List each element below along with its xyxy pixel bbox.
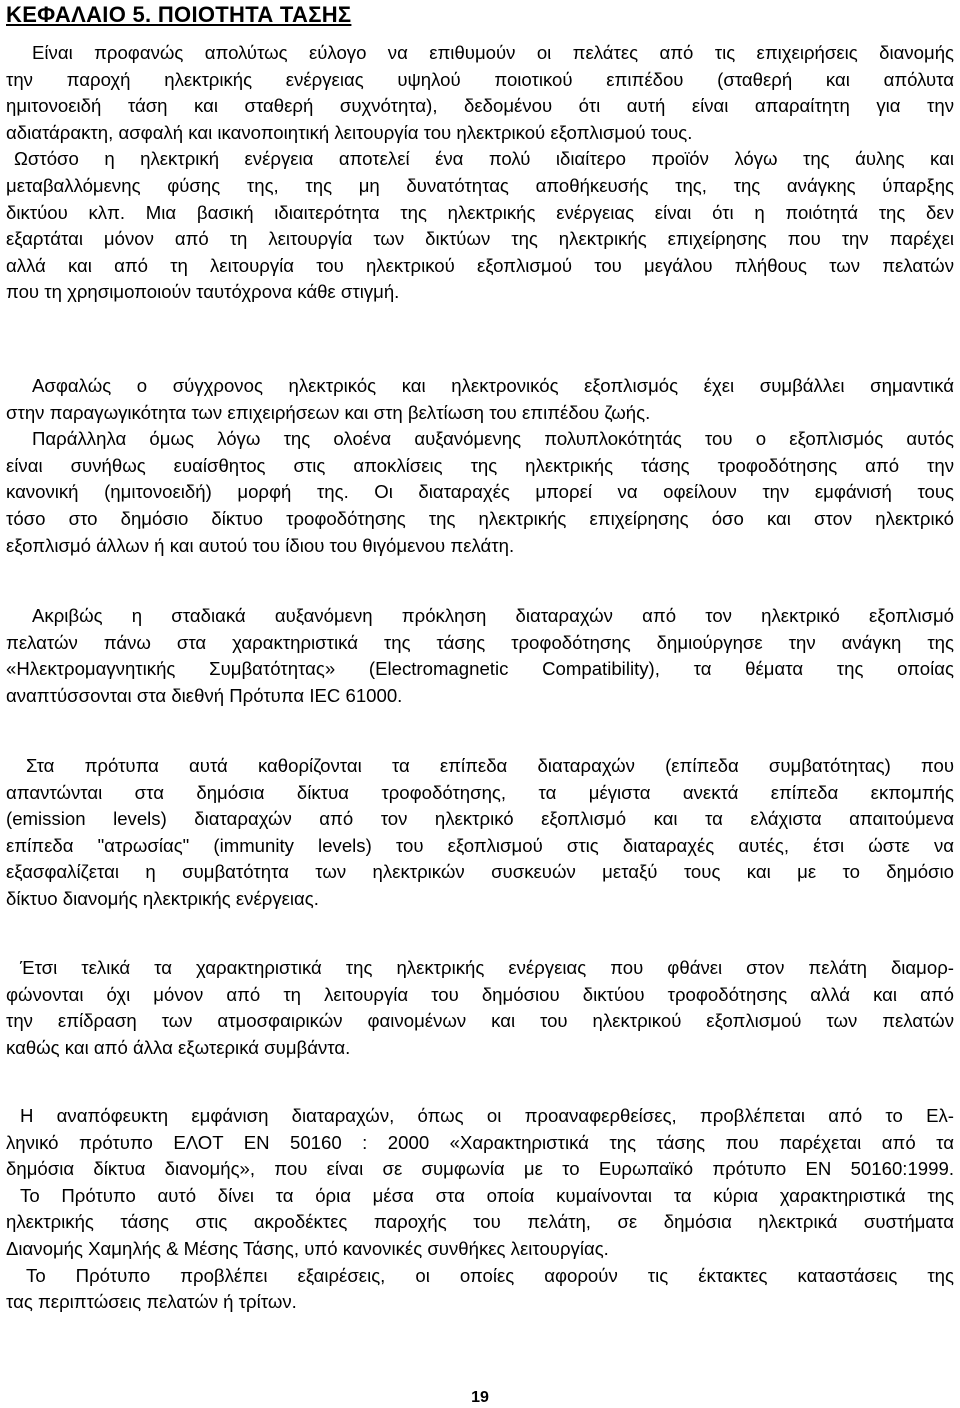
chapter-title: ΚΕΦΑΛΑΙΟ 5. ΠΟΙΟΤΗΤΑ ΤΑΣΗΣ [6,2,352,27]
paragraph-4 [6,753,954,913]
paragraph-3 [6,603,954,709]
text-line: (emission levels) διαταραχών από τον ηλεκτρικό εξοπλισμό και τα ελάχιστα απαιτούμενα [6,808,954,830]
text-line: απαντώνται στα δημόσια δίκτυα τροφοδότησης, τα μέγιστα ανεκτά επίπεδα εκπομπής [6,781,954,803]
text-line: μεταβαλλόμενης φύσης της, της μη δυνατότητας αποθήκευσής της, της ανάγκης ύπαρξης [6,174,954,196]
paragraph-6 [6,1103,954,1316]
text-line: είναι συνήθως ευαίσθητος στις αποκλίσεις της ηλεκτρικής τάσης τροφοδότησης από την [6,454,954,476]
text-line: Ασφαλώς ο σύγχρονος ηλεκτρικός και ηλεκτρονικός εξοπλισμός έχει συμβάλλει σημαντικά [32,375,954,396]
text-line: Είναι προφανώς απολύτως εύλογο να επιθυμούν οι πελάτες από τις επιχειρήσεις διανομής [32,42,954,63]
text-line: Ωστόσο η ηλεκτρική ενέργεια αποτελεί ένα πολύ ιδιαίτερο προϊόν λόγω της άυλης και [14,148,954,170]
text-line: επίπεδα "ατρωσίας" (immunity levels) του εξοπλισμού στις διαταραχές αυτές, έτσι ώστε να [6,834,954,856]
text-line: που τη χρησιμοποιούν ταυτόχρονα κάθε στιγμή. [6,281,400,303]
text-line: ηλεκτρικής τάσης στις ακροδέκτες παροχής του πελάτη, σε δημόσια ηλεκτρικά συστήματα [6,1211,954,1233]
text-line: εξαρτάται μόνον από τη λειτουργία των δικτύων της ηλεκτρικής επιχείρησης που την παρέχει [6,228,954,250]
text-line: κανονική (ημιτονοειδή) μορφή της. Οι διαταραχές μπορεί να οφείλουν την εμφάνισή τους [6,481,954,503]
text-line: εξοπλισμό άλλων ή και αυτού του ίδιου του θιγόμενου πελάτη. [6,534,515,556]
text-line: δικτύου κλπ. Μια βασική ιδιαιτερότητα της ηλεκτρικής ενέργειας είναι ότι η ποιότητά της δεν [6,201,954,223]
text-line: δίκτυο διανομής ηλεκτρικής ενέργειας. [6,887,319,909]
paragraph-1 [6,40,954,306]
text-line: ημιτονοειδή τάση και σταθερή συχνότητα), δεδομένου ότι αυτή είναι απαραίτητη για την [6,95,954,117]
text-line: φώνονται όχι μόνον από τη λειτουργία του δημόσιου δικτύου τροφοδότησης αλλά και από [6,983,954,1005]
text-line: Παράλληλα όμως λόγω της ολοένα αυξανόμενης πολυπλοκότητάς του ο εξοπλισμός αυτός [32,428,954,450]
text-line: Στα πρότυπα αυτά καθορίζονται τα επίπεδα διαταραχών (επίπεδα συμβατότητας) που [26,755,954,776]
text-line: Το Πρότυπο αυτό δίνει τα όρια μέσα στα οποία κυμαίνονται τα κύρια χαρακτηριστικά της [20,1184,954,1206]
text-line: τόσο στο δημόσιο δίκτυο τροφοδότησης της ηλεκτρικής επιχείρησης όσο και στον ηλεκτρικό [6,507,954,529]
text-line: τας περιπτώσεις πελατών ή τρίτων. [6,1291,297,1313]
text-line: Το Πρότυπο προβλέπει εξαιρέσεις, οι οποίες αφορούν τις έκτακτες καταστάσεις της [26,1264,954,1286]
text-line: Ακριβώς η σταδιακά αυξανόμενη πρόκληση διαταραχών από τον ηλεκτρικό εξοπλισμό [32,605,954,626]
text-line: δημόσια δίκτυα διανομής», που είναι σε συμφωνία με το Ευρωπαϊκό πρότυπο ΕΝ 50160:1999. [6,1158,954,1180]
text-line: την παροχή ηλεκτρικής ενέργειας υψηλού ποιοτικού επιπέδου (σταθερή και απόλυτα [6,68,954,90]
text-line: την επίδραση των ατμοσφαιρικών φαινομένων και του ηλεκτρικού εξοπλισμού των πελατών [6,1010,954,1032]
text-line: Διανομής Χαμηλής & Μέσης Τάσης, υπό κανονικές συνθήκες λειτουργίας. [6,1237,609,1259]
text-line: Έτσι τελικά τα χαρακτηριστικά της ηλεκτρικής ενέργειας που φθάνει στον πελάτη διαμορ- [20,957,954,978]
text-line: «Ηλεκτρομαγνητικής Συμβατότητας» (Electromagnetic Compatibility), τα θέματα της οποίας [6,658,954,680]
text-line: αλλά και από τη λειτουργία του ηλεκτρικού εξοπλισμού του μεγάλου πλήθους των πελατών [6,254,954,276]
text-line: στην παραγωγικότητα των επιχειρήσεων και στη βελτίωση του επιπέδου ζωής. [6,401,651,423]
text-line: εξασφαλίζεται η συμβατότητα των ηλεκτρικών συσκευών μεταξύ τους και με το δημόσιο [6,861,954,883]
text-line: αδιατάρακτη, ασφαλή και ικανοποιητική λειτουργία του ηλεκτρικού εξοπλισμού τους. [6,121,693,143]
text-line: καθώς και από άλλα εξωτερικά συμβάντα. [6,1036,351,1058]
text-line: ληνικό πρότυπο ΕΛΟΤ ΕΝ 50160 : 2000 «Χαρακτηριστικά της τάσης που παρέχεται από τα [6,1131,954,1153]
text-line: πελατών πάνω στα χαρακτηριστικά της τάσης τροφοδότησης δημιούργησε την ανάγκη της [6,631,954,653]
text-line: Η αναπόφευκτη εμφάνιση διαταραχών, όπως οι προαναφερθείσες, προβλέπεται από το Ελ- [20,1105,954,1126]
page-number: 19 [471,1389,489,1406]
paragraph-2 [6,373,954,559]
paragraph-5 [6,955,954,1061]
text-line: αναπτύσσονται στα διεθνή Πρότυπα IEC 61000. [6,684,403,706]
